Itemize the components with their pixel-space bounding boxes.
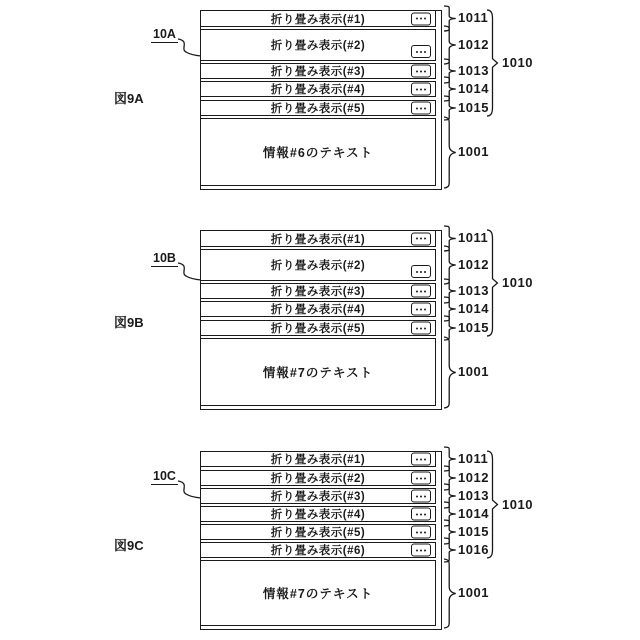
figure-caption: 図9A xyxy=(114,91,144,106)
collapsed-item[interactable] xyxy=(200,470,436,486)
ref-numeral: 1001 xyxy=(458,144,489,159)
group-bracket xyxy=(487,450,498,559)
collapsed-item-label: 折り畳み表示(#4) xyxy=(270,84,366,96)
text-area-label: 情報#7のテキスト xyxy=(262,587,374,601)
ellipsis-button[interactable] xyxy=(411,526,431,539)
ellipsis-button[interactable] xyxy=(411,285,431,298)
collapsed-item[interactable] xyxy=(200,524,436,540)
collapsed-item[interactable] xyxy=(200,542,436,558)
collapsed-item[interactable] xyxy=(200,451,436,467)
collapsed-item-label: 折り畳み表示(#3) xyxy=(270,66,366,78)
collapsed-item[interactable] xyxy=(200,81,436,97)
text-area xyxy=(200,560,436,626)
collapsed-item-label: 折り畳み表示(#2) xyxy=(270,40,366,52)
ref-numeral: 1011 xyxy=(458,451,489,466)
ellipsis-button[interactable] xyxy=(411,102,431,115)
collapsed-item-label: 折り畳み表示(#4) xyxy=(270,509,366,521)
collapsed-item-label: 折り畳み表示(#5) xyxy=(270,527,366,539)
collapsed-item[interactable] xyxy=(200,488,436,504)
ref-numeral: 1013 xyxy=(458,63,489,78)
group-ref-numeral: 1010 xyxy=(502,497,533,512)
ellipsis-button[interactable] xyxy=(411,472,431,485)
collapsed-item-label: 折り畳み表示(#2) xyxy=(270,260,366,272)
collapsed-item-label: 折り畳み表示(#1) xyxy=(270,233,366,246)
collapsed-item[interactable] xyxy=(200,63,436,79)
ref-numeral: 1011 xyxy=(458,10,489,25)
ellipsis-button[interactable] xyxy=(411,322,431,335)
device-ref-label: 10C xyxy=(153,469,176,483)
collapsed-item[interactable] xyxy=(200,230,436,247)
device-ref-label: 10A xyxy=(153,27,176,41)
ref-numeral: 1001 xyxy=(458,585,489,600)
collapsed-item-label: 折り畳み表示(#1) xyxy=(270,454,366,466)
figure-caption: 図9C xyxy=(114,538,144,553)
group-bracket xyxy=(487,9,498,117)
leader-line xyxy=(176,479,202,500)
ref-numeral: 1014 xyxy=(458,506,489,521)
collapsed-item-label: 折り畳み表示(#5) xyxy=(270,323,366,335)
ellipsis-button[interactable] xyxy=(411,12,431,25)
collapsed-item[interactable] xyxy=(200,283,436,299)
collapsed-item-label: 折り畳み表示(#1) xyxy=(270,13,366,26)
ref-numeral: 1001 xyxy=(458,364,489,379)
ellipsis-button[interactable] xyxy=(411,83,431,96)
collapsed-item[interactable] xyxy=(200,249,436,281)
ref-numeral: 1013 xyxy=(458,488,489,503)
group-ref-numeral: 1010 xyxy=(502,55,533,70)
ref-numeral: 1015 xyxy=(458,524,489,539)
leader-line xyxy=(176,261,202,282)
text-area-label: 情報#6のテキスト xyxy=(262,146,374,160)
collapsed-item[interactable] xyxy=(200,320,436,336)
ellipsis-button[interactable] xyxy=(411,45,431,58)
ref-numeral: 1011 xyxy=(458,230,489,245)
group-bracket xyxy=(487,229,498,337)
ref-numeral: 1014 xyxy=(458,81,489,96)
collapsed-item-label: 折り畳み表示(#5) xyxy=(270,103,366,115)
ref-numeral: 1012 xyxy=(458,37,489,52)
group-ref-numeral: 1010 xyxy=(502,275,533,290)
collapsed-item[interactable] xyxy=(200,506,436,522)
ref-numeral: 1012 xyxy=(458,470,489,485)
brace xyxy=(444,117,457,188)
text-area xyxy=(200,338,436,406)
collapsed-item-label: 折り畳み表示(#6) xyxy=(270,545,366,557)
collapsed-item-label: 折り畳み表示(#2) xyxy=(270,473,366,485)
ref-numeral: 1012 xyxy=(458,257,489,272)
brace xyxy=(444,559,457,628)
ellipsis-button[interactable] xyxy=(411,65,431,78)
ref-numeral: 1016 xyxy=(458,542,489,557)
ellipsis-button[interactable] xyxy=(411,232,431,245)
device-ref-label: 10B xyxy=(153,251,176,265)
ref-numeral: 1015 xyxy=(458,100,489,115)
ref-numeral: 1013 xyxy=(458,283,489,298)
collapsed-item[interactable] xyxy=(200,301,436,317)
brace xyxy=(444,337,457,408)
collapsed-item[interactable] xyxy=(200,100,436,116)
collapsed-item-label: 折り畳み表示(#3) xyxy=(270,286,366,298)
ref-numeral: 1015 xyxy=(458,320,489,335)
text-area-label: 情報#7のテキスト xyxy=(262,366,374,380)
collapsed-item-label: 折り畳み表示(#3) xyxy=(270,491,366,503)
ref-numeral: 1014 xyxy=(458,301,489,316)
figure-caption: 図9B xyxy=(114,315,144,330)
text-area xyxy=(200,118,436,186)
collapsed-item[interactable] xyxy=(200,10,436,27)
ellipsis-button[interactable] xyxy=(411,508,431,521)
collapsed-item-label: 折り畳み表示(#4) xyxy=(270,304,366,316)
ellipsis-button[interactable] xyxy=(411,490,431,503)
ellipsis-button[interactable] xyxy=(411,265,431,278)
collapsed-item[interactable] xyxy=(200,29,436,61)
ellipsis-button[interactable] xyxy=(411,303,431,316)
ellipsis-button[interactable] xyxy=(411,544,431,557)
ellipsis-button[interactable] xyxy=(411,453,431,466)
leader-line xyxy=(176,37,202,58)
